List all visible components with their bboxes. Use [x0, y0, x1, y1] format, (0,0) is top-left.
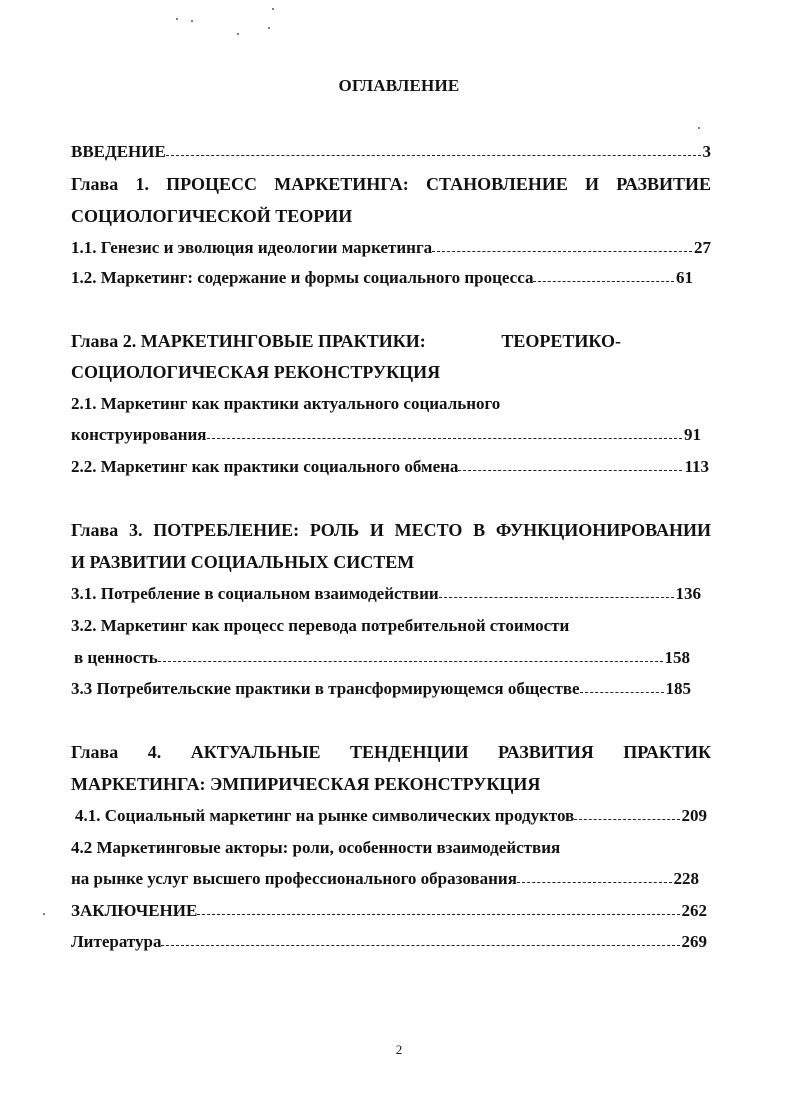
toc-entry-2-1-line1[interactable]: 2.1. Маркетинг как практики актуального социального	[71, 394, 501, 413]
dot-leader	[158, 661, 663, 662]
entry-page: 136	[675, 584, 701, 603]
chapter-2-heading-line1[interactable]	[71, 329, 621, 353]
toc-entry-2-1[interactable]	[71, 423, 701, 447]
toc-entry-4-1[interactable]	[75, 804, 707, 828]
entry-page: 262	[681, 901, 707, 920]
entry-text: конструирования	[71, 425, 207, 444]
entry-page: 27	[694, 238, 711, 257]
entry-text: 4.1. Социальный маркетинг на рынке символических продуктов	[75, 806, 575, 825]
entry-text: 3.3 Потребительские практики в трансформирующемся обществе	[71, 679, 580, 698]
chapter-1-heading-line2[interactable]: СОЦИОЛОГИЧЕСКОЙ ТЕОРИИ	[71, 206, 353, 226]
entry-page: 113	[684, 457, 709, 476]
entry-text: 1.1. Генезис и эволюция идеологии маркетинга	[71, 238, 433, 257]
scan-speck	[272, 8, 274, 10]
chapter-2-line1-right: ТЕОРЕТИКО-	[501, 331, 621, 351]
toc-entry-3-3[interactable]	[71, 677, 691, 701]
chapter-2-line1-left: Глава 2. МАРКЕТИНГОВЫЕ ПРАКТИКИ:	[71, 331, 426, 351]
dot-leader	[439, 597, 674, 598]
entry-page: 91	[684, 425, 701, 444]
toc-entry-conclusion[interactable]	[71, 899, 707, 923]
entry-page: 228	[673, 869, 699, 888]
toc-entry-4-2[interactable]	[71, 867, 699, 891]
entry-text: ВВЕДЕНИЕ	[71, 142, 166, 161]
toc-entry-introduction[interactable]	[71, 140, 711, 164]
chapter-1-heading-line1[interactable]: Глава 1. ПРОЦЕСС МАРКЕТИНГА: СТАНОВЛЕНИЕ И РАЗВИТИЕ	[71, 174, 711, 194]
entry-text: 1.2. Маркетинг: содержание и формы социального процесса	[71, 268, 534, 287]
entry-page: 3	[702, 142, 711, 161]
dot-leader	[574, 819, 679, 820]
toc-entry-1-2[interactable]	[71, 266, 693, 290]
scan-speck	[237, 33, 239, 35]
scan-speck	[176, 18, 178, 20]
toc-entry-3-2-line1[interactable]: 3.2. Маркетинг как процесс перевода потребительной стоимости	[71, 616, 570, 635]
dot-leader	[432, 251, 692, 252]
scan-speck	[698, 127, 700, 129]
entry-text: Литература	[71, 932, 162, 951]
entry-page: 269	[681, 932, 707, 951]
toc-entry-4-2-line1[interactable]: 4.2 Маркетинговые акторы: роли, особенности взаимодействия	[71, 838, 561, 857]
toc-entry-2-2[interactable]	[71, 455, 709, 479]
entry-page: 61	[676, 268, 693, 287]
scan-speck	[191, 20, 193, 22]
toc-title: ОГЛАВЛЕНИЕ	[338, 76, 460, 95]
dot-leader	[197, 914, 679, 915]
toc-entry-3-2[interactable]	[74, 646, 690, 670]
entry-text: на рынке услуг высшего профессионального образования	[71, 869, 517, 888]
entry-text: ЗАКЛЮЧЕНИЕ	[71, 901, 198, 920]
dot-leader	[161, 945, 679, 946]
chapter-4-heading-line1[interactable]: Глава 4. АКТУАЛЬНЫЕ ТЕНДЕНЦИИ РАЗВИТИЯ ПРАКТИК	[71, 742, 711, 762]
toc-entry-1-1[interactable]	[71, 236, 711, 260]
scan-speck	[268, 27, 270, 29]
entry-text: в ценность	[74, 648, 158, 667]
scan-speck	[43, 913, 45, 915]
dot-leader	[458, 470, 682, 471]
dot-leader	[207, 438, 683, 439]
entry-text: 2.2. Маркетинг как практики социального обмена	[71, 457, 459, 476]
entry-page: 185	[665, 679, 691, 698]
page-number: 2	[395, 1042, 403, 1057]
toc-entry-literature[interactable]	[71, 930, 707, 954]
chapter-3-heading-line1[interactable]: Глава 3. ПОТРЕБЛЕНИЕ: РОЛЬ И МЕСТО В ФУНКЦИОНИРОВАНИИ	[71, 520, 711, 540]
dot-leader	[533, 281, 674, 282]
entry-text: 3.1. Потребление в социальном взаимодействии	[71, 584, 439, 603]
dot-leader	[580, 692, 664, 693]
entry-page: 209	[681, 806, 707, 825]
chapter-2-heading-line2[interactable]: СОЦИОЛОГИЧЕСКАЯ РЕКОНСТРУКЦИЯ	[71, 362, 441, 382]
dot-leader	[166, 155, 701, 156]
chapter-4-heading-line2[interactable]: МАРКЕТИНГА: ЭМПИРИЧЕСКАЯ РЕКОНСТРУКЦИЯ	[71, 774, 541, 794]
entry-page: 158	[664, 648, 690, 667]
toc-entry-3-1[interactable]	[71, 582, 701, 606]
dot-leader	[517, 882, 672, 883]
chapter-3-heading-line2[interactable]: И РАЗВИТИИ СОЦИАЛЬНЫХ СИСТЕМ	[71, 552, 415, 572]
